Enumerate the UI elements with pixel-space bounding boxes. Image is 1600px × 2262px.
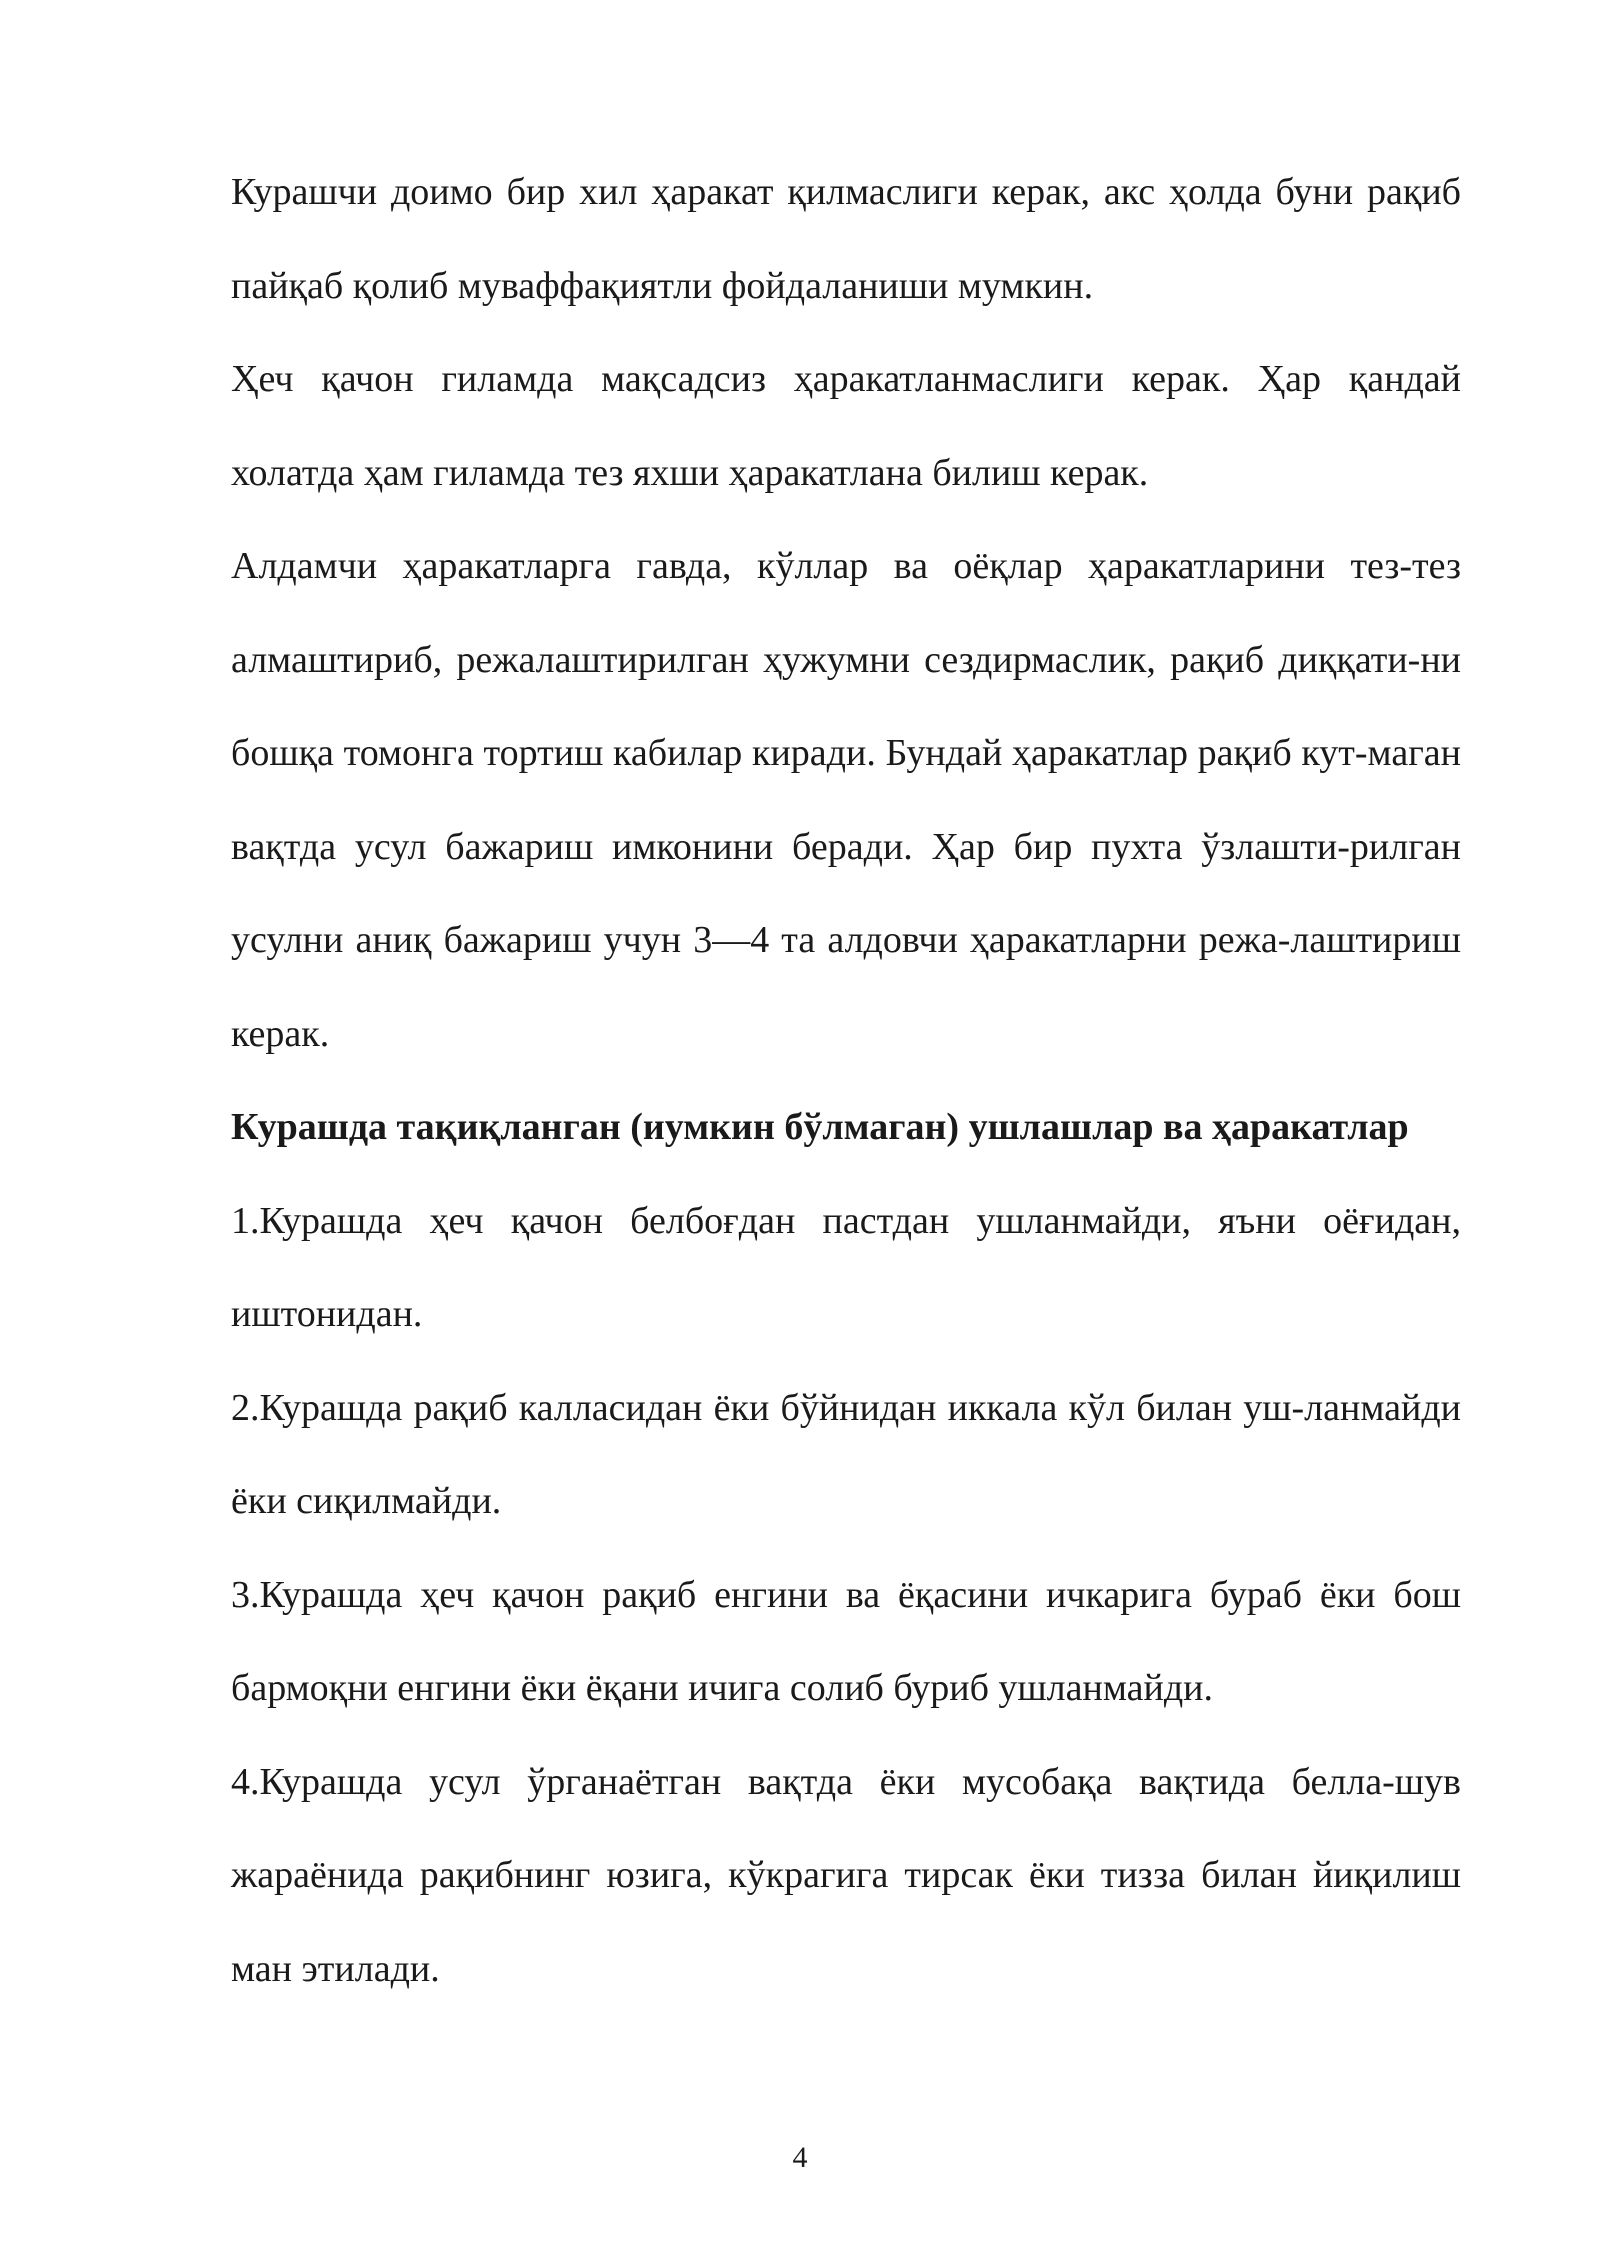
section-heading: Курашда тақиқланган (иумкин бўлмаган) ушлашлар ва ҳаракатлар xyxy=(231,1106,1409,1148)
paragraph-repetition-warning: Курашчи доимо бир хил ҳаракат қилмаслиги керак, акс ҳолда буни рақиб пайқаб қолиб муваффақиятли фойдаланиши мумкин. xyxy=(231,171,1461,307)
rule-item-4: 4.Курашда усул ўрганаётган вақтда ёки мусобақа вақтида белла-шув жараёнида рақибнинг юзига, кўкрагига тирсак ёки тизза билан йиқилиш ман этилади. xyxy=(231,1760,1461,1990)
rule-item-1: 1.Курашда ҳеч қачон белбоғдан пастдан ушланмайди, яъни оёғидан, иштонидан. xyxy=(231,1199,1461,1335)
paragraph-feint-actions: Алдамчи ҳаракатларга гавда, кўллар ва оёқлар ҳаракатларини тез-тез алмаштириб, режалаштирилган ҳужумни сездирмаслик, рақиб диққати-ни бошқа томонга тортиш кабилар киради. Бундай ҳаракатлар рақиб кут-маган вақтда усул бажариш имконини беради. Ҳар бир пухта ўзлашти-рилган усулни аниқ бажариш учун 3—4 та алдовчи ҳаракатларни режа-лаштириш керак. xyxy=(231,545,1461,1055)
rule-item-2: 2.Курашда рақиб калласидан ёки бўйнидан иккала кўл билан уш-ланмайди ёки сиқилмайди. xyxy=(231,1386,1461,1522)
rule-item-3: 3.Курашда ҳеч қачон рақиб енгини ва ёқасини ичкарига бураб ёки бош бармоқни енгини ёки ёқани ичига солиб буриб ушланмайди. xyxy=(231,1573,1461,1709)
paragraph-purposeful-movement: Ҳеч қачон гиламда мақсадсиз ҳаракатланмаслиги керак. Ҳар қандай холатда ҳам гиламда тез яхши ҳаракатлана билиш керак. xyxy=(231,358,1461,494)
page-content xyxy=(231,146,1461,2016)
page-number: 4 xyxy=(792,2141,808,2174)
